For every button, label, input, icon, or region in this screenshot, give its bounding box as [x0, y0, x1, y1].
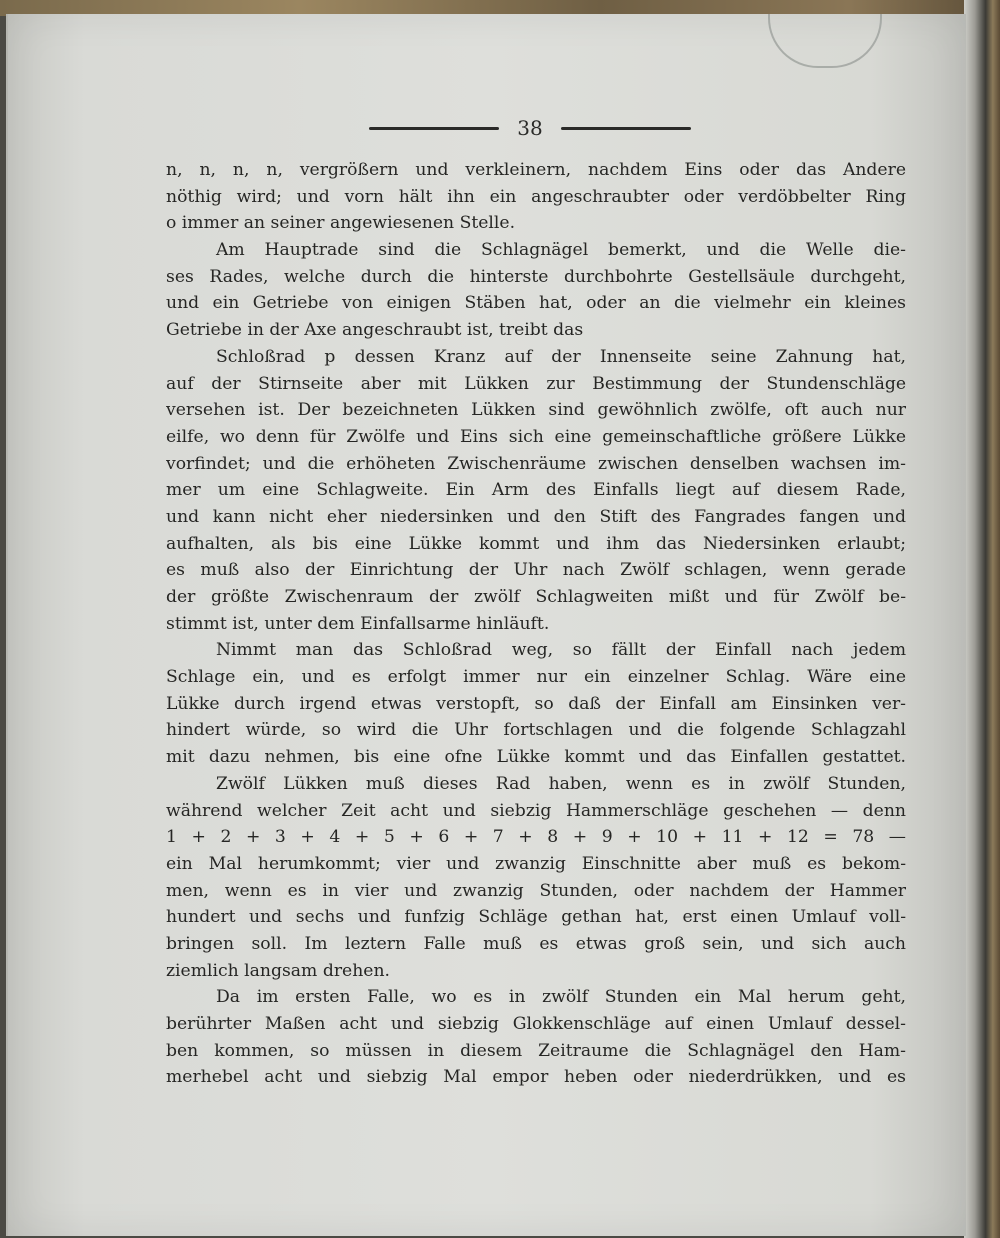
text-line: men, wenn es in vier und zwanzig Stunden, oder nachdem der Hammer — [166, 880, 906, 901]
text-line: der größte Zwischenraum der zwölf Schlagweiten mißt und für Zwölf be- — [166, 587, 906, 607]
page-number: 38 — [517, 116, 543, 140]
text-line: hundert und sechs und funfzig Schläge gethan hat, erst einen Umlauf voll- — [166, 907, 906, 928]
text-line: stimmt ist, unter dem Einfallsarme hinläuft. — [166, 613, 550, 634]
text-line: versehen ist. Der bezeichneten Lükken sind gewöhnlich zwölfe, oft auch nur — [166, 400, 906, 421]
text-line: während welcher Zeit acht und siebzig Hammerschläge geschehen — denn — [166, 800, 906, 821]
text-line: es muß also der Einrichtung der Uhr nach Zwölf schlagen, wenn gerade — [166, 560, 906, 581]
text-line: nöthig wird; und vorn hält ihn ein angeschraubter oder verdöbbelter Ring — [166, 186, 906, 207]
text-line: vorfindet; und die erhöheten Zwischenräume zwischen denselben wachsen im- — [166, 453, 906, 474]
book-spine-edge — [964, 0, 1000, 1238]
text-line: hindert würde, so wird die Uhr fortschlagen und die folgende Schlagzahl — [166, 720, 906, 741]
text-line: n, n, n, n, vergrößern und verkleinern, nachdem Eins oder das Andere — [166, 160, 906, 180]
header-rule-left — [369, 127, 499, 130]
text-line: mer um eine Schlagweite. Ein Arm des Einfalls liegt auf diesem Rade, — [166, 480, 906, 501]
text-line: eilfe, wo denn für Zwölfe und Eins sich eine gemeinschaftliche größere Lükke — [166, 426, 906, 447]
text-line: auf der Stirnseite aber mit Lükken zur Bestimmung der Stundenschläge — [166, 373, 906, 394]
text-line: Nimmt man das Schloßrad weg, so fällt der Einfall nach jedem — [216, 640, 906, 661]
text-line: Da im ersten Falle, wo es in zwölf Stunden ein Mal herum geht, — [216, 987, 906, 1008]
text-line: Zwölf Lükken muß dieses Rad haben, wenn es in zwölf Stunden, — [216, 773, 906, 794]
text-line: 1 + 2 + 3 + 4 + 5 + 6 + 7 + 8 + 9 + 10 + 11 + 12 = 78 — — [166, 827, 906, 848]
text-line: und kann nicht eher niedersinken und den Stift des Fangrades fangen und — [166, 506, 906, 527]
text-line: Am Hauptrade sind die Schlagnägel bemerkt, und die Welle die- — [216, 240, 906, 261]
text-line: Getriebe in der Axe angeschraubt ist, treibt das — [166, 320, 584, 341]
text-line: Lükke durch irgend etwas verstopft, so daß der Einfall am Einsinken ver- — [166, 693, 906, 714]
text-line: Schlage ein, und es erfolgt immer nur ein einzelner Schlag. Wäre eine — [166, 667, 906, 688]
text-line: ziemlich langsam drehen. — [166, 960, 390, 981]
body-text — [166, 157, 906, 1091]
page-clip-mark — [768, 14, 882, 68]
text-line: bringen soll. Im leztern Falle muß es etwas groß sein, und sich auch — [166, 933, 906, 954]
text-line: aufhalten, als bis eine Lükke kommt und ihm das Niedersinken erlaubt; — [166, 533, 906, 554]
text-line: merhebel acht und siebzig Mal empor heben oder niederdrükken, und es — [166, 1067, 906, 1088]
text-line: ben kommen, so müssen in diesem Zeitraume die Schlagnägel den Ham- — [166, 1040, 906, 1061]
text-line: berührter Maßen acht und siebzig Glokkenschläge auf einen Umlauf dessel- — [166, 1014, 906, 1034]
text-line: Schloßrad p dessen Kranz auf der Innenseite seine Zahnung hat, — [216, 346, 906, 367]
text-line: mit dazu nehmen, bis eine ofne Lükke kommt und das Einfallen gestattet. — [166, 747, 906, 768]
text-line: o immer an seiner angewiesenen Stelle. — [166, 213, 516, 234]
text-line: ses Rades, welche durch die hinterste durchbohrte Gestellsäule durchgeht, — [166, 266, 906, 287]
page-header — [360, 116, 700, 140]
text-line: ein Mal herumkommt; vier und zwanzig Einschnitte aber muß es bekom- — [166, 853, 906, 874]
header-rule-right — [561, 127, 691, 130]
text-line: und ein Getriebe von einigen Stäben hat, oder an die vielmehr ein kleines — [166, 293, 906, 314]
